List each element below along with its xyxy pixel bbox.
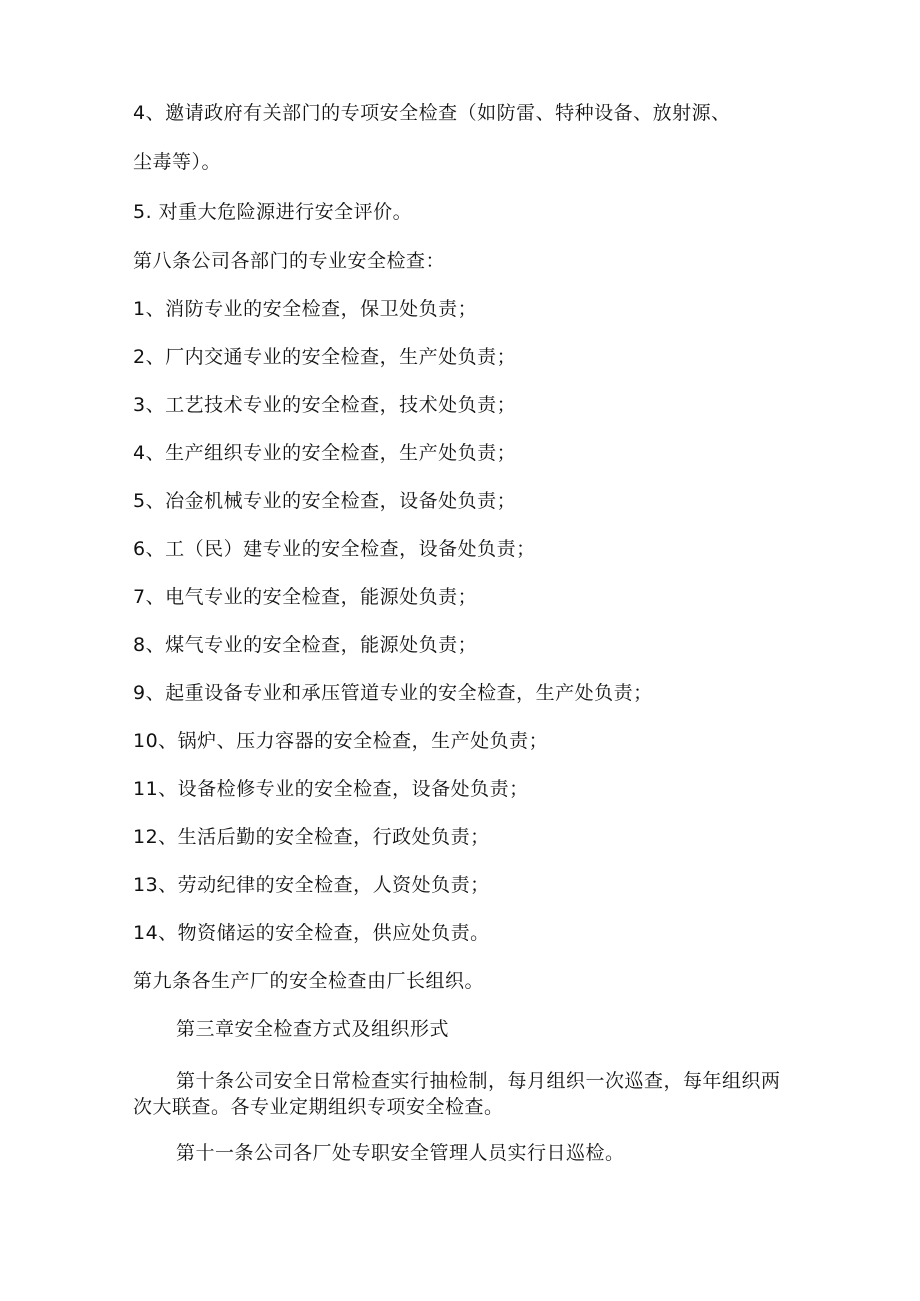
article-8-item-3: 3、工艺技术专业的安全检查，技术处负责； [133,394,517,416]
article-8-item-12: 12、生活后勤的安全检查，行政处负责； [133,826,490,848]
list-item-4-invite-inspection: 4、邀请政府有关部门的专项安全检查（如防雷、特种设备、放射源、 [133,102,731,124]
article-8-item-11: 11、设备检修专业的安全检查，设备处负责； [133,778,529,800]
article-8-item-13: 13、劳动纪律的安全检查，人资处负责； [133,874,490,896]
article-8-item-2: 2、厂内交通专业的安全检查，生产处负责； [133,346,517,368]
article-10-paragraph: 第十条公司安全日常检查实行抽检制，每月组织一次巡查，每年组织两次大联查。各专业定期组织专项安全检查。 [133,1070,781,1118]
article-8-item-5: 5、冶金机械专业的安全检查，设备处负责； [133,490,517,512]
list-item-4-continuation: 尘毒等）。 [133,151,222,173]
article-8-item-8: 8、煤气专业的安全检查，能源处负责； [133,634,478,656]
article-8-item-10: 10、锅炉、压力容器的安全检查，生产处负责； [133,730,549,752]
chapter-3-heading: 第三章安全检查方式及组织形式 [176,1018,450,1040]
article-8-heading: 第八条公司各部门的专业安全检查： [133,250,446,272]
list-item-5-risk-evaluation: 5. 对重大危险源进行安全评价。 [133,201,413,223]
article-8-item-7: 7、电气专业的安全检查，能源处负责； [133,586,478,608]
article-8-item-14: 14、物资储运的安全检查，供应处负责。 [133,922,490,944]
article-8-item-1: 1、消防专业的安全检查，保卫处负责； [133,298,478,320]
article-8-item-4: 4、生产组织专业的安全检查，生产处负责； [133,442,517,464]
article-8-item-6: 6、工（民）建专业的安全检查，设备处负责； [133,538,536,560]
article-11-paragraph: 第十一条公司各厂处专职安全管理人员实行日巡检。 [176,1142,625,1164]
article-8-item-9: 9、起重设备专业和承压管道专业的安全检查，生产处负责； [133,682,653,704]
article-9-text: 第九条各生产厂的安全检查由厂长组织。 [133,970,485,992]
